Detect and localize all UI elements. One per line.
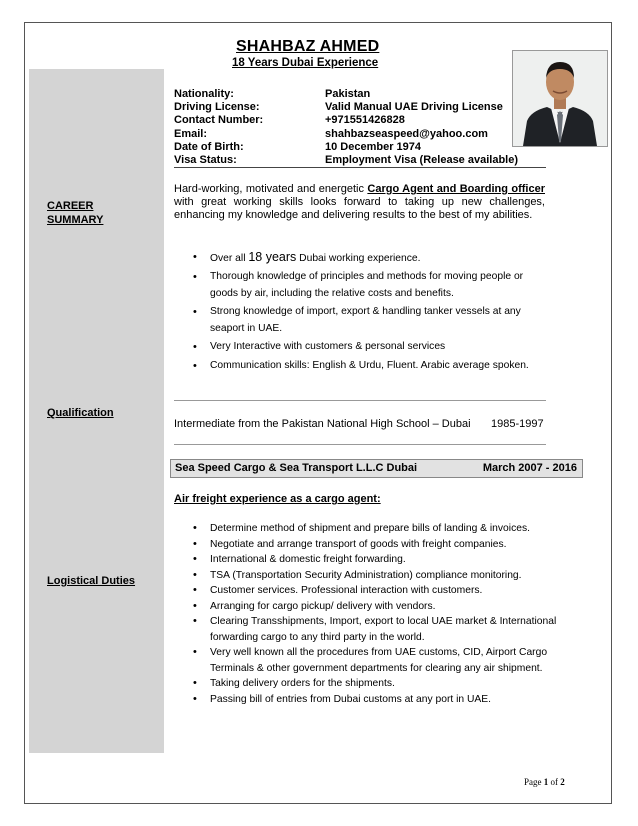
- info-row: [174, 154, 546, 167]
- list-item: • Strong knowledge of import, export & handling tanker vessels at any seaport in UAE.: [193, 304, 550, 337]
- summary-highlight: Cargo Agent and Boarding officer: [367, 183, 545, 195]
- info-value: 10 December 1974: [325, 140, 422, 153]
- info-row: [174, 114, 546, 127]
- info-value: Employment Visa (Release available): [325, 153, 518, 166]
- info-row: [174, 141, 546, 154]
- summary-text: Hard-working, motivated and energetic: [174, 183, 368, 195]
- job-heading: Air freight experience as a cargo agent:: [174, 493, 381, 505]
- info-row: [174, 88, 546, 101]
- info-label: Contact Number:: [174, 114, 264, 127]
- list-item: • TSA (Transportation Security Administration) compliance monitoring.: [193, 568, 573, 584]
- section-label-line: SUMMARY: [47, 214, 104, 226]
- info-value: Valid Manual UAE Driving License: [325, 101, 503, 114]
- info-label: Visa Status:: [174, 153, 237, 166]
- list-item: • Very Interactive with customers & personal services: [193, 339, 550, 355]
- employer-bar: [170, 459, 583, 478]
- list-item: • International & domestic freight forwarding.: [193, 552, 573, 568]
- info-label: Nationality:: [174, 88, 234, 100]
- employment-dates: March 2007 - 2016: [482, 462, 577, 474]
- section-divider: [174, 400, 546, 401]
- section-label-line: CAREER: [47, 200, 94, 212]
- qualification-years: 1985-1997: [491, 418, 544, 430]
- qualification-label: Qualification: [47, 407, 114, 419]
- list-item: • Determine method of shipment and prepare bills of landing & invoices.: [193, 521, 573, 537]
- list-item: • Clearing Transshipments, Import, export to local UAE market & International forwarding cargo to any third party in the world.: [193, 614, 573, 645]
- list-item: • Taking delivery orders for the shipments.: [193, 676, 573, 692]
- info-label: Date of Birth:: [174, 140, 244, 153]
- experience-subtitle: 18 Years Dubai Experience: [232, 57, 379, 69]
- email-value[interactable]: shahbazseaspeed@yahoo.com: [325, 127, 488, 140]
- career-summary-text: [174, 183, 545, 222]
- info-value: Pakistan: [325, 88, 371, 100]
- info-value: +971551426828: [325, 114, 405, 127]
- duties-list: [193, 521, 573, 707]
- list-item: • Negotiate and arrange transport of goods with freight companies.: [193, 537, 573, 553]
- career-summary-label: [47, 199, 103, 227]
- list-item: • Arranging for cargo pickup/ delivery with vendors.: [193, 599, 573, 615]
- list-item: • Very well known all the procedures from UAE customs, CID, Airport Cargo Terminals & other government departments for clearing any air shipment.: [193, 645, 573, 676]
- list-item: • Passing bill of entries from Dubai customs at any port in UAE.: [193, 692, 573, 708]
- qualification-text: Intermediate from the Pakistan National High School – Dubai: [174, 418, 471, 430]
- summary-text: with great working skills looks forward to taking up new challenges, enhancing my knowledge and delivering results to the best of my abilities.: [174, 196, 545, 221]
- summary-bullet-list: [193, 249, 550, 376]
- personal-info-block: [174, 88, 546, 167]
- list-item: • Communication skills: English & Urdu, Fluent. Arabic average spoken.: [193, 358, 550, 374]
- list-item: • Thorough knowledge of principles and methods for moving people or goods by air, including the relative costs and benefits.: [193, 269, 550, 302]
- list-item: • Over all 18 years Dubai working experience.: [193, 249, 550, 267]
- info-row: [174, 101, 546, 114]
- section-divider: [174, 444, 546, 445]
- applicant-name: SHAHBAZ AHMED: [236, 38, 380, 55]
- list-item: • Customer services. Professional interaction with customers.: [193, 583, 573, 599]
- info-label: Driving License:: [174, 101, 260, 114]
- company-name: Sea Speed Cargo & Sea Transport L.L.C Dubai: [175, 462, 418, 474]
- info-divider: [174, 167, 546, 168]
- page-number: Page 1 of 2: [524, 777, 565, 787]
- info-label: Email:: [174, 127, 208, 140]
- logistical-duties-label: Logistical Duties: [47, 575, 136, 587]
- info-row: [174, 128, 546, 141]
